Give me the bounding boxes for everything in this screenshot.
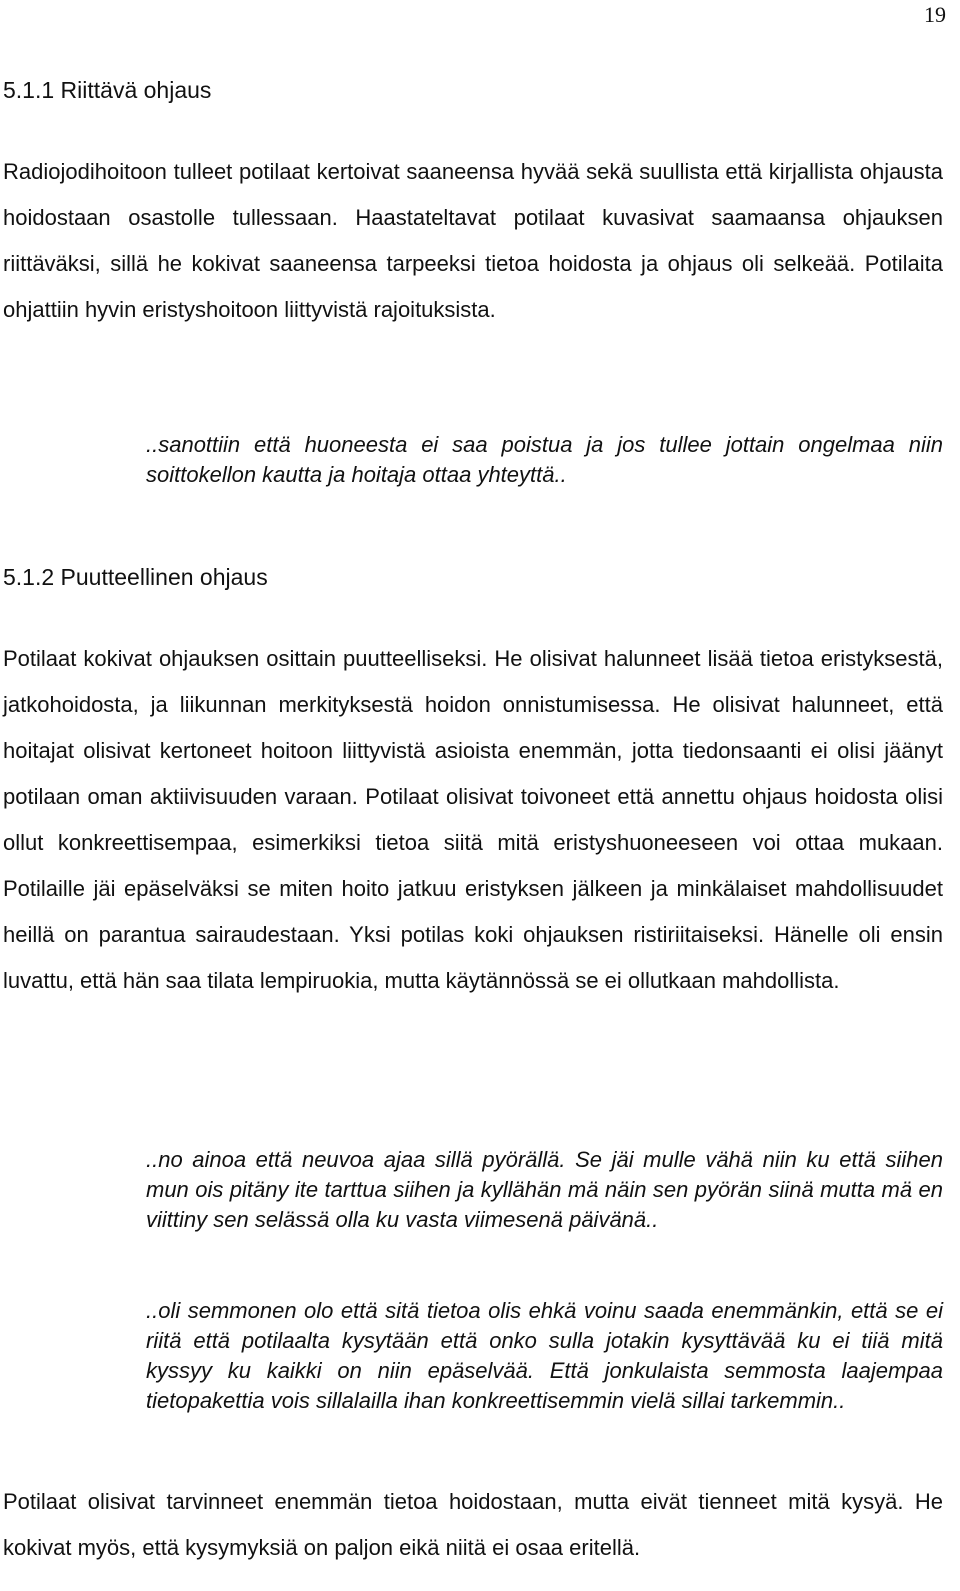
body-paragraph-puutteellinen-ohjaus: Potilaat kokivat ohjauksen osittain puutteelliseksi. He olisivat halunneet lisää tietoa eristyksestä, jatkohoidosta, ja liikunnan merkityksestä hoidon onnistumisessa. He olisivat halunneet, että hoitajat olisivat kertoneet hoitoon liittyvistä asioista enemmän, jotta tiedonsaanti ei olisi jäänyt potilaan oman aktiivisuuden varaan. Potilaat olisivat toivoneet että annettu ohjaus hoidosta olisi ollut konkreettisempaa, esimerkiksi tietoa siitä mitä eristyshuoneeseen voi ottaa mukaan. Potilaille jäi epäselväksi se miten hoito jatkuu eristyksen jälkeen ja minkälaiset mahdollisuudet heillä on parantua sairaudestaan. Yksi potilas koki ohjauksen ristiriitaiseksi. Hänelle oli ensin luvattu, että hän saa tilata lempiruokia, mutta käytännössä se ei ollutkaan mahdollista. bbox=[3, 646, 943, 993]
section-heading-puutteellinen-ohjaus: 5.1.2 Puutteellinen ohjaus bbox=[3, 564, 268, 590]
interview-quote: ..sanottiin että huoneesta ei saa poistua ja jos tullee jottain ongelmaa niin soittokellon kautta ja hoitaja ottaa yhteyttä.. bbox=[146, 432, 943, 487]
section-heading-riittava-ohjaus: 5.1.1 Riittävä ohjaus bbox=[3, 77, 212, 103]
body-paragraph-riittava-ohjaus: Radiojodihoitoon tulleet potilaat kertoivat saaneensa hyvää sekä suullista että kirjallista ohjausta hoidostaan osastolle tullessaan. Haastateltavat potilaat kuvasivat saamaansa ohjauksen riittäväksi, sillä he kokivat saaneensa tarpeeksi tietoa hoidosta ja ohjaus oli selkeää. Potilaita ohjattiin hyvin eristyshoitoon liittyvistä rajoituksista. bbox=[3, 159, 943, 322]
body-paragraph-closing: Potilaat olisivat tarvinneet enemmän tietoa hoidostaan, mutta eivät tienneet mitä kysyä. He kokivat myös, että kysymyksiä on paljon eikä niitä ei osaa eritellä. bbox=[3, 1489, 943, 1560]
page-number: 19 bbox=[924, 2, 946, 27]
interview-quote: ..oli semmonen olo että sitä tietoa olis ehkä voinu saada enemmänkin, että se ei riitä että potilaalta kysytään että onko sulla jotakin kysyttävää ku ei tiiä mitä kyssyy ku kaikki on niin epäselvää. Että jonkulaista semmosta laajempaa tietopakettia vois sillalailla ihan konkreettisemmin vielä sillai tarkemmin.. bbox=[146, 1298, 943, 1413]
interview-quote: ..no ainoa että neuvoa ajaa sillä pyörällä. Se jäi mulle vähä niin ku että siihen mun ois pitäny ite tarttua siihen ja kyllähän mä näin sen pyörän siinä mutta mä en viittiny sen selässä olla ku vasta viimesenä päivänä.. bbox=[146, 1147, 943, 1232]
